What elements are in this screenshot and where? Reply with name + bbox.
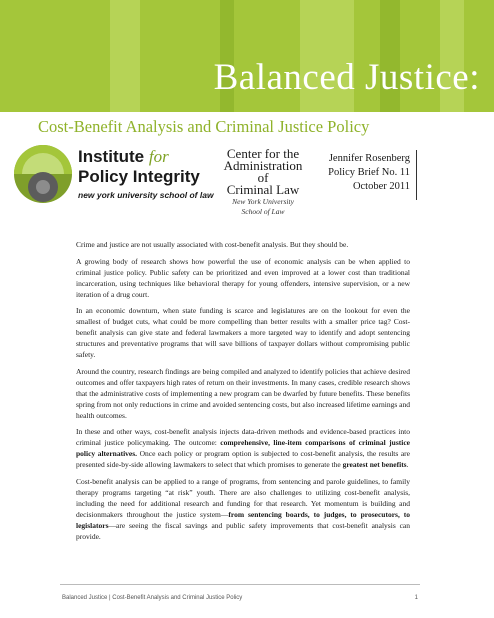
center-name-line: Center for the (226, 146, 300, 161)
banner-stripe (110, 0, 140, 112)
logo-line-3: new york university school of law (78, 190, 214, 200)
footer-text: Balanced Justice | Cost-Benefit Analysis and Criminal Justice Policy (62, 595, 243, 601)
paragraph: Cost-benefit analysis can be applied to a range of programs, from sentencing and parole guidelines, to family therapy programs targeting “at risk” youth. There are also challenges to utilizing cost-benefit analysis, including the need for additional research and funding for that research. Yet momentum is building and decisionmakers throughout the justice system—from sentencing boards, to judges, to prosecutors, to legislators—are seeing the fiscal savings and public safety improvements that cost-benefit analysis can provide. (76, 476, 410, 541)
bold-emphasis: comprehensive, line-item comparisons of criminal justice policy alternatives. (76, 438, 411, 458)
vertical-divider (416, 150, 417, 200)
brief-number: Policy Brief No. 11 (328, 167, 410, 178)
page-footer (62, 595, 418, 601)
bold-emphasis: from sentencing boards, to judges, to prosecutors, to legislators (76, 509, 410, 530)
paragraph: A growing body of research shows how powerful the use of economic analysis can be when applied to criminal justice policy. Public safety can be prioritized and even improved at a lower cost than traditional incarceration, using techniques like behavioral therapy for young offenders, intensive supervision, or a new iteration of a drug court. (76, 256, 410, 299)
header-banner (0, 0, 494, 112)
center-name-line: Administration of (223, 158, 303, 185)
center-name-line: Criminal Law (226, 182, 300, 197)
footer-divider (60, 584, 420, 585)
paragraph: Crime and justice are not usually associated with cost-benefit analysis. But they should be. (76, 240, 349, 249)
paragraph: In an economic downturn, when state funding is scarce and legislatures are on the lookout for even the smallest of budget cuts, what could be more compelling than better results with a smaller price tag? Cost-benefit analysis can give state and federal lawmakers a more targeted way to identify and adopt sentencing structures and preventative programs that will save billions of taxpayer dollars without compromising public safety. (76, 306, 410, 359)
brief-info (320, 152, 410, 194)
page-number: 1 (414, 595, 418, 601)
institute-logo (12, 143, 212, 223)
center-affil-line: School of Law (241, 207, 285, 216)
brief-date: October 2011 (352, 181, 410, 192)
paragraph: In these and other ways, cost-benefit analysis injects data-driven methods and evidence-based practices into criminal justice policymaking. The outcome: comprehensive, line-item comparisons of criminal justice policy alternatives. Once each policy or program option is subjected to cost-benefit analysis, the results are presented side-by-side allowing lawmakers to select that which promises to generate the greatest net benefits. (76, 427, 411, 469)
paragraph: Around the country, research findings are being compiled and analyzed to identify policies that achieve desired outcomes and offer taxpayers high rates of return on their investments. In many cases, credible research shows that the administrative costs of implementing a new program can be dwarfed by future benefits. These benefits spring from not only reductions in crime and avoided sentencing costs, but also increased lifetime earnings and health outcomes. (76, 366, 410, 420)
body-text (76, 239, 410, 547)
center-affiliation (217, 148, 309, 216)
page-title: Balanced Justice: (213, 57, 480, 98)
center-affil-line: New York University (232, 197, 294, 206)
logo-line-2: Policy Integrity (78, 167, 200, 186)
logo-mark-icon (12, 143, 74, 205)
logo-line-1: Institute for (78, 147, 169, 166)
page-subtitle: Cost-Benefit Analysis and Criminal Justice Policy (38, 117, 370, 136)
bold-emphasis: greatest net benefits (342, 460, 407, 469)
brief-author: Jennifer Rosenberg (328, 153, 410, 164)
